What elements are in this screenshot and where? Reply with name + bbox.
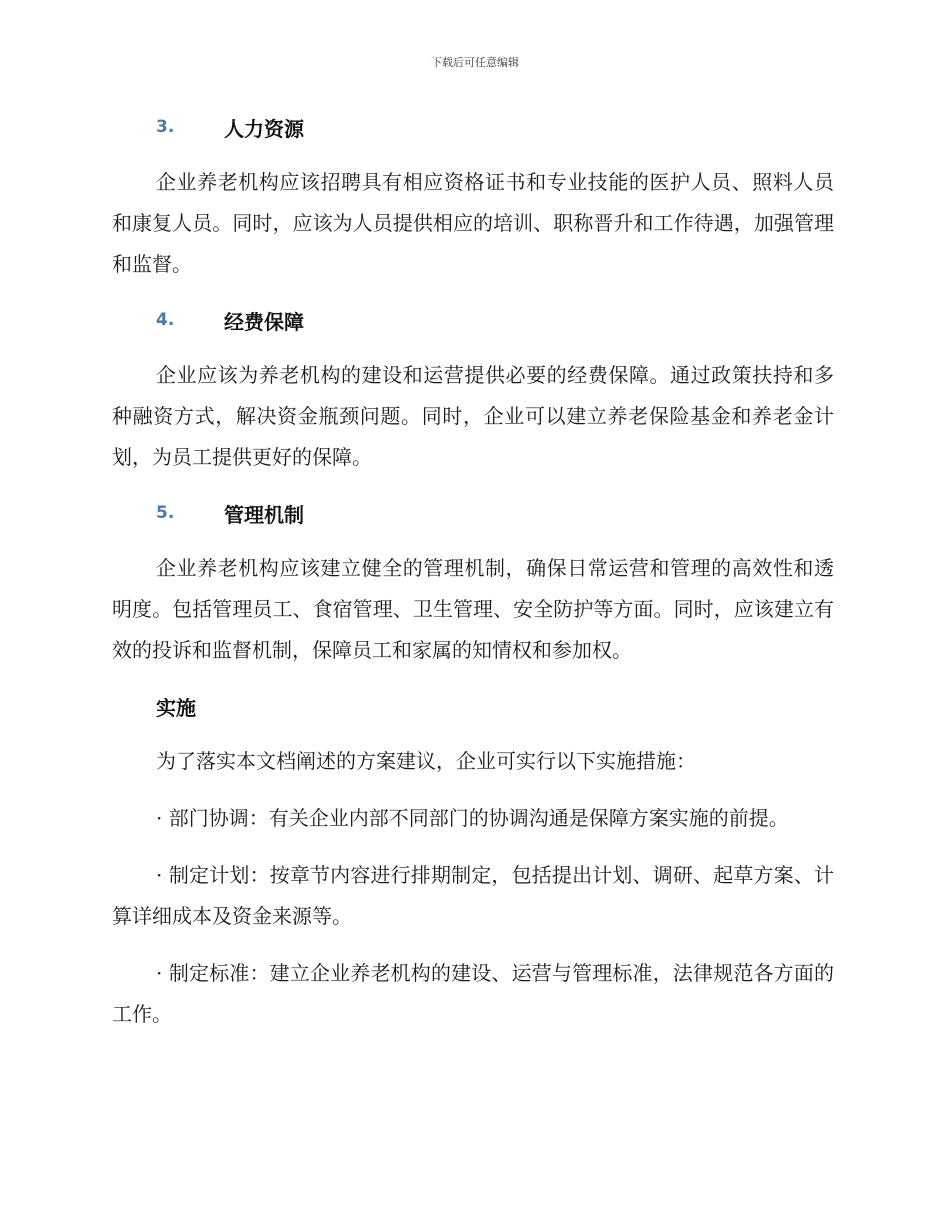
implementation-heading — [156, 687, 834, 725]
section-title: 管理机制 — [224, 502, 304, 527]
section-paragraph: 企业养老机构应该建立健全的管理机制，确保日常运营和管理的高效性和透明度。包括管理员工、食宿管理、卫生管理、安全防护等方面。同时，应该建立有效的投诉和监督机制，保障员工和家属的知情权和参加权。 — [112, 556, 834, 662]
section-number: 5. — [156, 503, 175, 523]
section-number: 3. — [156, 117, 175, 137]
section-heading-management — [156, 494, 834, 532]
section-title: 人力资源 — [224, 116, 304, 141]
implementation-item: · 制定标准：建立企业养老机构的建设、运营与管理标准，法律规范各方面的工作。 — [112, 961, 834, 1026]
section-title: 经费保障 — [224, 309, 304, 334]
section-paragraph: 企业应该为养老机构的建设和运营提供必要的经费保障。通过政策扶持和多种融资方式，解决资金瓶颈问题。同时，企业可以建立养老保险基金和养老金计划，为员工提供更好的保障。 — [112, 363, 834, 469]
section-heading-human-resources — [156, 108, 834, 146]
section-paragraph: 企业养老机构应该招聘具有相应资格证书和专业技能的医护人员、照料人员和康复人员。同时，应该为人员提供相应的培训、职称晋升和工作待遇，加强管理和监督。 — [112, 170, 834, 276]
implementation-title: 实施 — [156, 695, 196, 720]
implementation-item: · 制定计划：按章节内容进行排期制定，包括提出计划、调研、起草方案、计算详细成本及资金来源等。 — [112, 863, 834, 928]
document-body — [112, 108, 834, 1051]
implementation-intro: 为了落实本文档阐述的方案建议，企业可实行以下实施措施： — [156, 749, 696, 773]
page-header-note: 下载后可任意编辑 — [431, 56, 519, 69]
section-number: 4. — [156, 310, 175, 330]
section-heading-funding — [156, 301, 834, 339]
implementation-item: · 部门协调：有关企业内部不同部门的协调沟通是保障方案实施的前提。 — [156, 806, 789, 830]
